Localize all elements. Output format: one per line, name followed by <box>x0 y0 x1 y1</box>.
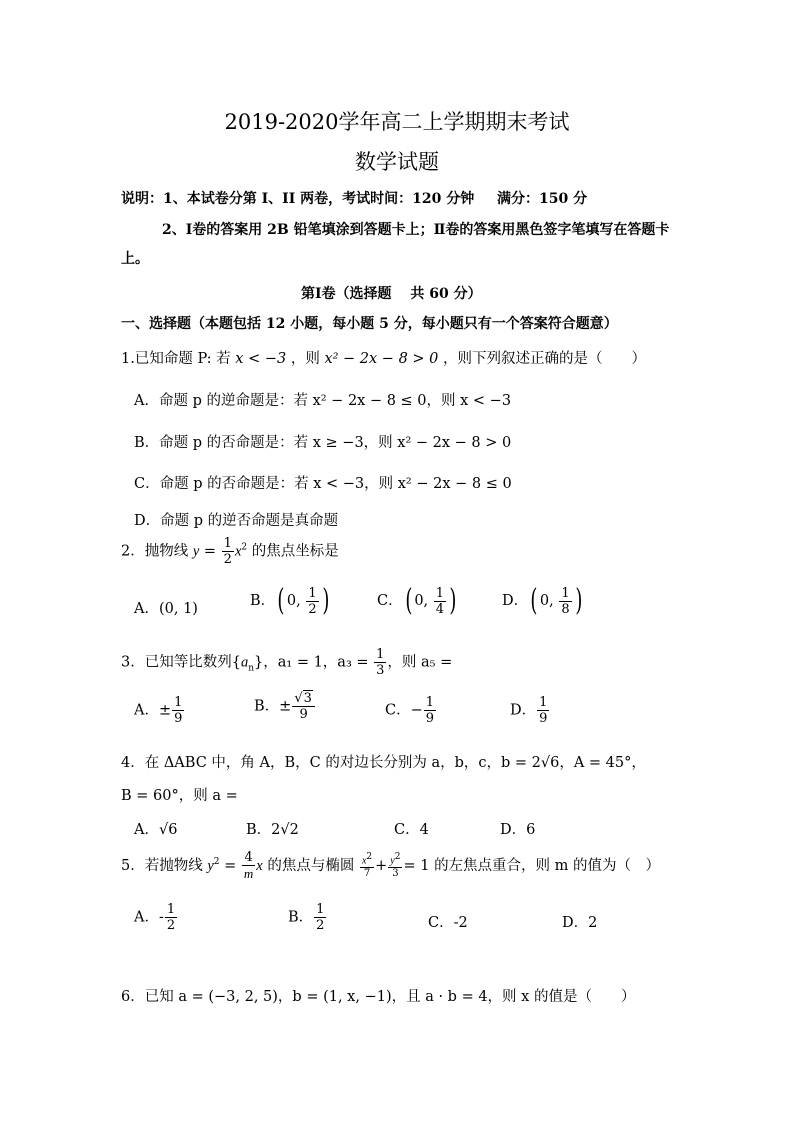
q3-option-b: B．± $\frac{√3}{9}$ <box>254 692 316 721</box>
section-heading: 一、选择题（本题包括 12 小题，每小题 5 分，每小题只有一个答案符合题意） <box>121 316 618 332</box>
q5-option-a: A．- $\frac{1}{2}$ <box>134 902 176 933</box>
q1-stem-b: ，则 <box>290 351 320 367</box>
q5-stem-a: 5．若抛物线 <box>121 858 203 874</box>
notes-line-2-cont: 上。 <box>121 251 149 267</box>
q2-fraction: $\frac{1}{2}$ <box>223 536 232 567</box>
q3-stem-b: ，a₁ = 1，a₃ = <box>263 654 369 671</box>
q4-option-c: C．4 <box>394 822 429 838</box>
q5-stem-b: 的焦点与椭圆 <box>267 858 355 874</box>
notes-line-2: 2、Ⅰ卷的答案用 2B 铅笔填涂到答题卡上；Ⅱ卷的答案用黑色签字笔填写在答题卡 <box>162 222 670 238</box>
q2-option-d: D．( 0, $\frac{1}{8}$ ) <box>502 583 582 618</box>
q5-option-a-label: A．- <box>134 909 164 926</box>
question-4-stem-1: 4．在 ΔABC 中，角 A，B，C 的对边长分别为 a，b，c，b = 2√6，A = 45°， <box>121 755 646 771</box>
notes-score: 满分：150 分 <box>497 191 588 207</box>
q1-option-a: A．命题 p 的逆命题是：若 x² − 2x − 8 ≤ 0，则 x < −3 <box>134 393 512 409</box>
q2-stem-a: 2．抛物线 <box>121 543 189 560</box>
q2-option-c: C．( 0, $\frac{1}{4}$ ) <box>377 583 457 618</box>
q3-option-a-label: A．± <box>134 702 172 719</box>
q5-stem-c: 的左焦点重合，则 m 的值为（ ） <box>434 858 661 874</box>
q2-stem-b: 的焦点坐标是 <box>251 543 339 560</box>
exam-subtitle: 数学试题 <box>355 150 439 174</box>
q1-stem-a: 1.已知命题 P: 若 <box>121 351 231 367</box>
q3-option-d-label: D． <box>510 702 537 719</box>
question-6-stem: 6．已知 a = (−3, 2, 5)，b = (1, x, −1)，且 a · b = 4，则 x 的值是（ ） <box>121 989 636 1005</box>
q3-option-a: A．± $\frac{1}{9}$ <box>134 695 183 726</box>
q2-option-c-label: C． <box>377 593 403 609</box>
q5-option-c: C．-2 <box>428 915 468 931</box>
question-3-stem: 3．已知等比数列$\{a_n\}$，a₁ = 1，a₃ = $\frac{1}{3}$ ，则 a₅ = <box>121 647 453 678</box>
q5-option-b-label: B． <box>288 909 314 926</box>
q3-stem-a: 3．已知等比数列 <box>121 654 232 671</box>
q1-conclusion: x² − 2x − 8 > 0 <box>324 351 439 367</box>
q3-option-b-label: B．± <box>254 698 292 715</box>
q4-option-b: B．2√2 <box>246 822 299 838</box>
q5-option-d: D．2 <box>562 915 598 931</box>
question-5-stem: 5．若抛物线 $y^2$ = $\frac{4}{m}$ x 的焦点与椭圆 $\frac{x^2}{7}$ + $\frac{y^2}{3}$ = 1 的左焦点重合，则 m 的值为（ ） <box>121 850 661 881</box>
q3-option-c-label: C．− <box>385 702 423 719</box>
q2-option-d-label: D． <box>502 593 529 609</box>
q2-option-a: A．(0, 1) <box>134 601 198 617</box>
section-title: 第Ⅰ卷（选择题 共 60 分） <box>301 286 482 302</box>
q2-option-b-label: B． <box>250 593 276 609</box>
notes-line-1: 说明：1、本试卷分第 I、II 两卷，考试时间：120 分钟 <box>121 191 475 207</box>
q4-option-a: A．√6 <box>134 822 178 838</box>
q1-option-c: C．命题 p 的否命题是：若 x < −3，则 x² − 2x − 8 ≤ 0 <box>134 476 512 492</box>
q1-option-b: B．命题 p 的否命题是：若 x ≥ −3，则 x² − 2x − 8 > 0 <box>134 435 512 451</box>
q1-option-d: D．命题 p 的逆否命题是真命题 <box>134 513 339 529</box>
q1-condition: x < −3 <box>235 351 287 367</box>
q3-stem-c: ，则 a₅ = <box>387 654 453 671</box>
question-1-stem <box>121 347 646 368</box>
exam-title: 2019-2020学年高二上学期期末考试 <box>224 110 570 134</box>
q3-option-d: D． $\frac{1}{9}$ <box>510 695 548 726</box>
question-2-stem: 2．抛物线 y = $\frac{1}{2}$ $x^2$ 的焦点坐标是 <box>121 536 339 567</box>
q4-option-d: D．6 <box>500 822 536 838</box>
q3-option-c: C．− $\frac{1}{9}$ <box>385 695 435 726</box>
question-4-stem-2: B = 60°，则 a = <box>121 788 238 804</box>
q5-option-b: B． $\frac{1}{2}$ <box>288 902 325 933</box>
q1-stem-c: ，则下列叙述正确的是（ ） <box>443 351 646 367</box>
q2-option-b: B．( 0, $\frac{1}{2}$ ) <box>250 583 329 618</box>
